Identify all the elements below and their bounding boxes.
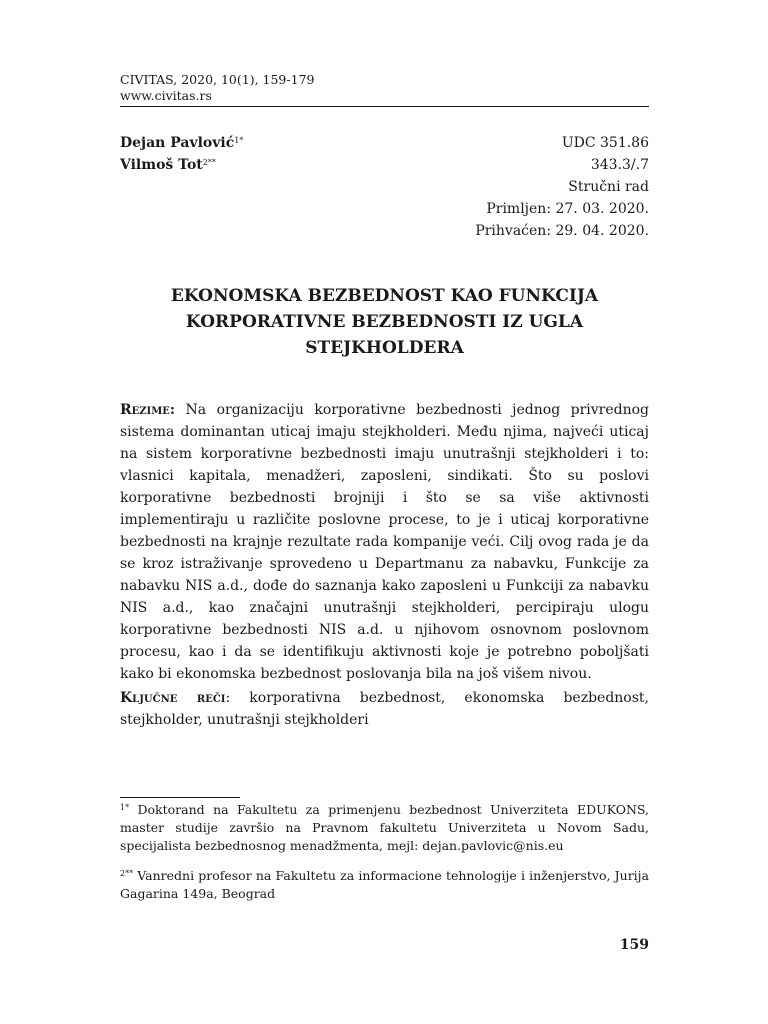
footnote-1 bbox=[120, 801, 649, 855]
title-line-3: STEJKHOLDERA bbox=[305, 338, 464, 358]
author-2 bbox=[120, 154, 243, 176]
article-page bbox=[120, 0, 649, 1024]
footnote-mark: 1* bbox=[120, 803, 130, 812]
author-name: Dejan Pavlović bbox=[120, 135, 235, 151]
journal-header bbox=[120, 72, 314, 104]
keywords bbox=[120, 687, 649, 731]
title-line-2: KORPORATIVNE BEZBEDNOSTI IZ UGLA bbox=[185, 312, 584, 332]
footnote-text: Doktorand na Fakultetu za primenjenu bezbednost Univerziteta EDUKONS, master studije završio na Pravnom fakultetu Univerziteta u Novom Sadu, specijalista bezbednosnog menadžmenta, mejl: dejan.pavlovic@nis.eu bbox=[120, 802, 649, 853]
footnote-2 bbox=[120, 867, 649, 903]
journal-website[interactable]: www.civitas.rs bbox=[120, 88, 212, 103]
author-1 bbox=[120, 132, 243, 154]
header-rule bbox=[120, 106, 649, 107]
abstract-label: Rezime: bbox=[120, 402, 176, 418]
keywords-label: Ključne reči bbox=[120, 690, 226, 706]
footnotes bbox=[120, 801, 649, 915]
received-date: Primljen: 27. 03. 2020. bbox=[486, 201, 649, 217]
author-name: Vilmoš Tot bbox=[120, 157, 203, 173]
author-footnote-mark[interactable]: 2** bbox=[202, 158, 216, 167]
journal-citation: CIVITAS, 2020, 10(1), 159-179 bbox=[120, 72, 315, 87]
footnote-mark: 2** bbox=[120, 869, 134, 878]
article-title bbox=[120, 283, 649, 361]
accepted-date: Prihvaćen: 29. 04. 2020. bbox=[475, 223, 649, 239]
footnote-text: Vanredni profesor na Fakultetu za informacione tehnologije i inženjerstvo, Jurija Gagarina 149a, Beograd bbox=[120, 868, 649, 901]
udc-code-2: 343.3/.7 bbox=[590, 157, 649, 173]
author-footnote-mark[interactable]: 1* bbox=[234, 136, 244, 145]
title-line-1: EKONOMSKA BEZBEDNOST KAO FUNKCIJA bbox=[170, 286, 599, 306]
page-number: 159 bbox=[619, 937, 649, 953]
keywords-text: : korporativna bezbednost, ekonomska bezbednost, stejkholder, unutrašnji stejkholderi bbox=[120, 690, 649, 728]
abstract bbox=[120, 399, 649, 685]
author-list bbox=[120, 132, 243, 176]
footnote-rule bbox=[120, 797, 240, 798]
article-type: Stručni rad bbox=[568, 179, 649, 195]
abstract-text: Na organizaciju korporativne bezbednosti jednog privrednog sistema dominantan uticaj imaju stejkholderi. Među njima, najveći uticaj na sistem korporativne bezbednosti imaju unutrašnji stejkholderi i to: vlasnici kapitala, menadžeri, zaposleni, sindikati. Što su poslovi korporativne bezbednosti brojniji i što se sa više aktivnosti implementiraju u različite poslovne procese, to je i uticaj korporativne bezbednosti na krajnje rezultate rada kompanije veći. Cilj ovog rada je da se kroz istraživanje sprovedeno u Departmanu za nabavku, Funkcije za nabavku NIS a.d., dođe do saznanja kako zaposleni u Funkciji za nabavku NIS a.d., kao značajni unutrašnji stejkholderi, percipiraju ulogu korporativne bezbednosti NIS a.d. u njihovom osnovnom poslovnom procesu, kao i da se identifikuju aktivnosti koje je potrebno poboljšati kako bi ekonomska bezbednost poslovanja bila na još višem nivou. bbox=[120, 402, 650, 682]
article-metadata bbox=[475, 132, 649, 242]
udc-code-1: UDC 351.86 bbox=[561, 135, 649, 151]
